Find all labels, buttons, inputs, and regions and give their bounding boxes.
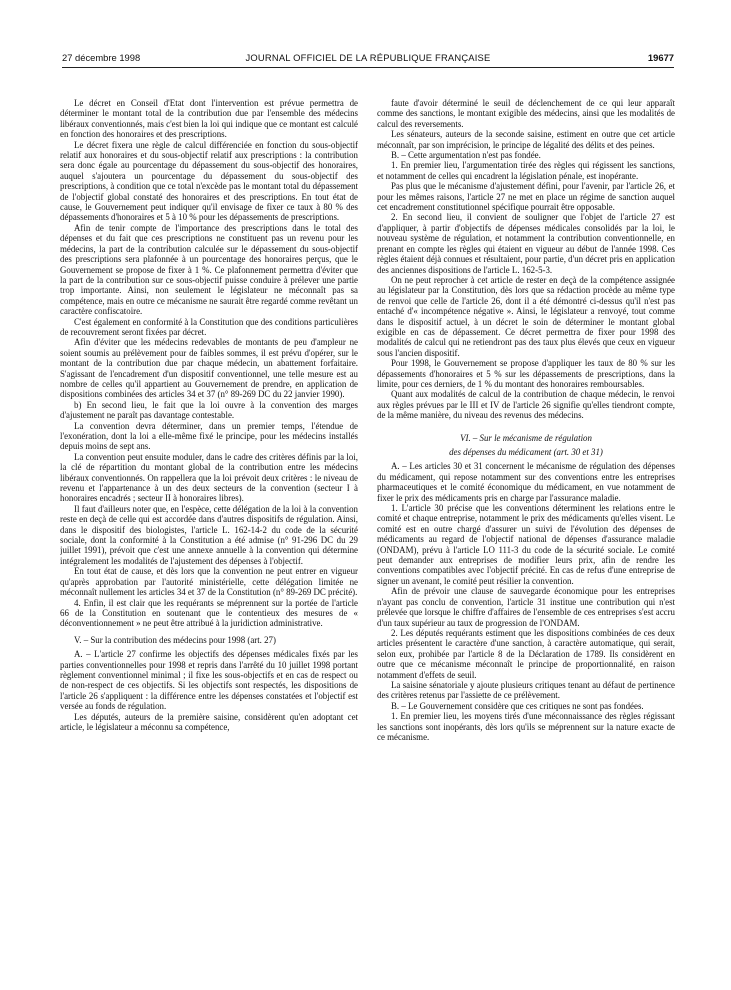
page-header	[62, 52, 674, 66]
paragraph: Afin d'éviter que les médecins redevables de montants de peu d'ampleur ne soient soumis au prélèvement pour de faibles sommes, il est prévu d'opérer, sur le montant de la contribution due par chaque médecin, un abattement forfaitaire. S'agissant de l'encadrement d'un dispositif conventionnel, une telle mesure est au nombre de celles qu'il appartient au Gouvernement de prendre, en application de dispositions combinées des articles 34 et 37 (n° 89-269 DC du 22 janvier 1990).	[60, 337, 358, 400]
paragraph: b) En second lieu, le fait que la loi ouvre à la convention des marges d'ajustement ne paraît pas davantage contestable.	[60, 399, 358, 421]
paragraph: Le décret en Conseil d'Etat dont l'intervention est prévue permettra de déterminer le montant total de la contribution due par l'ensemble des médecins libéraux conventionnés, mais c'est bien la loi qui indique que ce montant est calculé en fonction des honoraires et des prescriptions.	[60, 98, 358, 140]
header-page-number: 19677	[647, 52, 674, 63]
paragraph: 2. Les députés requérants estiment que les dispositions combinées de ces deux articles présentent le caractère d'une sanction, à caractère automatique, qui serait, selon eux, prohibée par l'article 8 de la Déclaration de 1789. Ils considèrent en outre que ce mécanisme méconnaît le principe de proportionnalité, en raison notamment d'effets de seuil.	[377, 627, 675, 680]
paragraph: A. – L'article 27 confirme les objectifs des dépenses médicales fixés par les parties conventionnelles pour 1998 et repris dans l'arrêté du 10 juillet 1998 portant règlement conventionnel minimal ; il fixe les sous-objectifs et en cas de respect ou de non-respect de ces objectifs. Si les objectifs sont respectés, les dispositions de l'article 26 s'appliquent : la différence entre les dépenses constatées et l'objectif est versée au fonds de régulation.	[60, 649, 358, 712]
paragraph: B. – Le Gouvernement considère que ces critiques ne sont pas fondées.	[391, 700, 644, 711]
paragraph: La saisine sénatoriale y ajoute plusieurs critiques tenant au défaut de pertinence des critères retenus par l'assiette de ce prélèvement.	[377, 679, 675, 701]
header-date: 27 décembre 1998	[62, 52, 141, 63]
paragraph: Afin de prévoir une clause de sauvegarde économique pour les entreprises n'ayant pas conclu de convention, l'article 31 institue une contribution qui n'est prélevée que lorsque le chiffre d'affaires de l'ensemble de ces entreprises s'est accru d'un taux supérieur au taux de progression de l'ONDAM.	[377, 586, 675, 628]
header-title: JOURNAL OFFICIEL DE LA RÉPUBLIQUE FRANÇAISE	[245, 52, 491, 63]
paragraph: B. – Cette argumentation n'est pas fondée.	[391, 150, 541, 161]
paragraph: 4. Enfin, il est clair que les requérants se méprennent sur la portée de l'article 66 de la Constitution en soutenant que le contentieux des mesures de « déconventionnement » ne peut être attribué à la juridiction administrative.	[60, 597, 358, 629]
paragraph: faute d'avoir déterminé le seuil de déclenchement de ce qui leur apparaît comme des sanctions, le montant exigible des médecins, ainsi que les modalités de calcul des reversements.	[377, 98, 675, 129]
section-heading-vi-line2: des dépenses du médicament (art. 30 et 31)	[449, 447, 603, 457]
paragraph: 1. En premier lieu, les moyens tirés d'une méconnaissance des règles régissant les sanctions sont inopérants, dès lors qu'ils se méprennent sur la nature exacte de ce mécanisme.	[377, 711, 675, 742]
paragraph: Pour 1998, le Gouvernement se propose d'appliquer les taux de 80 % sur les dépassements d'honoraires et 5 % sur les dépassements de prescriptions, dans la limite, pour ces derniers, de 1 % du montant des honoraires remboursables.	[377, 358, 675, 389]
left-column	[60, 98, 358, 978]
paragraph: 1. En premier lieu, l'argumentation tirée des règles qui régissent les sanctions, et notamment de celles qui encadrent la législation pénale, est inopérante.	[377, 160, 675, 181]
paragraph: Quant aux modalités de calcul de la contribution de chaque médecin, le renvoi aux règles prévues par le III et IV de l'article 26 signifie qu'elles tiendront compte, de la même manière, du niveau des revenus des médecins.	[377, 389, 675, 421]
paragraph: A. – Les articles 30 et 31 concernent le mécanisme de régulation des dépenses du médicament, qui repose notamment sur des conventions entre les entreprises pharmaceutiques et le comité économique du médicament, en vue notamment de fixer le prix des médicaments pris en charge par l'assurance maladie.	[377, 461, 675, 503]
paragraph: Les députés, auteurs de la première saisine, considèrent qu'en adoptant cet article, le législateur a méconnu sa compétence,	[60, 711, 358, 732]
paragraph: On ne peut reprocher à cet article de rester en deçà de la compétence assignée au législateur par la Constitution, dès lors que sa rédaction procède au même type de renvoi que celle de l'article 26, dont il a été démontré ci-dessus qu'il n'est pas entaché d'« incompétence négative ». Ainsi, le législateur a renvoyé, tout comme dans le dispositif actuel, à un décret le soin de déterminer le montant global exigible en cas de dépassement. Ce décret permettra de fixer pour 1998 des modalités de calcul qui ne retiendront pas des taux plus élevés que ceux en vigueur sous l'ancien dispositif.	[377, 274, 675, 358]
paragraph: C'est également en conformité à la Constitution que des conditions particulières de recouvrement seront fixées par décret.	[60, 316, 358, 337]
right-column	[377, 98, 675, 978]
paragraph: Pas plus que le mécanisme d'ajustement défini, pour l'avenir, par l'article 26, et pour les mêmes raisons, l'article 27 ne met en place un régime de sanction auquel cet encadrement constitutionnel spécifique pourrait être opposable.	[377, 181, 675, 213]
paragraph: La convention devra déterminer, dans un premier temps, l'étendue de l'exonération, dont la loi a elle-même fixé le principe, pour les médecins installés depuis moins de sept ans.	[60, 420, 358, 452]
paragraph: 2. En second lieu, il convient de souligner que l'objet de l'article 27 est d'appliquer, à partir d'objectifs de dépenses médicales consolidés par la loi, le nouveau système de régulation, et notamment la contribution conventionnelle, en prenant en compte les règles qui étaient en vigueur au début de l'année 1998. Ces règles étaient déjà connues et résultaient, pour partie, d'un décret pris en application des anciennes dispositions de l'article L. 162-5-3.	[377, 212, 675, 275]
paragraph: Le décret fixera une règle de calcul différenciée en fonction du sous-objectif relatif aux honoraires et du sous-objectif relatif aux prescriptions : la contribution sera donc égale au pourcentage du dépassement du sous-objectif des honoraires, auquel s'ajoutera un pourcentage du dépassement du sous-objectif des prescriptions, à condition que ce total n'excède pas le montant total du dépassement de l'objectif global constaté des honoraires et des prescriptions. En tout état de cause, le Gouvernement peut indiquer qu'il envisage de fixer ce taux à 80 % des dépassements d'honoraires et 5 à 10 % pour les dépassements de prescriptions.	[60, 139, 358, 223]
paragraph: En tout état de cause, et dès lors que la convention ne peut entrer en vigueur qu'après approbation par l'autorité ministérielle, cette délégation limitée ne méconnaît nullement les articles 34 et 37 de la Constitution (n° 89-269 DC précité).	[60, 566, 358, 598]
paragraph: La convention peut ensuite moduler, dans le cadre des critères définis par la loi, la clé de répartition du montant global de la contribution entre les médecins libéraux conventionnés. On rappellera que la loi prévoit deux critères : le niveau de revenu et l'appartenance à un des deux secteurs de la convention (secteur I à honoraires encadrés ; secteur II à honoraires libres).	[60, 451, 358, 504]
paragraph: 1. L'article 30 précise que les conventions déterminent les relations entre le comité et chaque entreprise, notamment le prix des médicaments qu'elles visent. Le comité est en outre chargé d'assurer un suivi de l'évolution des dépenses de médicaments au regard de l'objectif national de dépenses d'assurance maladie (ONDAM), prévu à l'article LO 111-3 du code de la sécurité sociale. Le comité peut demander aux entreprises de modifier leurs prix, afin de rendre les conventions compatibles avec l'objectif précité. En cas de refus d'une entreprise de signer un avenant, le comité peut résilier la convention.	[377, 503, 675, 586]
header-rule	[62, 67, 674, 68]
paragraph: Les sénateurs, auteurs de la seconde saisine, estiment en outre que cet article méconnaît, par son imprécision, le principe de légalité des délits et des peines.	[377, 129, 675, 150]
section-heading-v: V. – Sur la contribution des médecins pour 1998 (art. 27)	[74, 634, 276, 645]
paragraph: Il faut d'ailleurs noter que, en l'espèce, cette délégation de la loi à la convention reste en deçà de celle qui est accordée dans d'autres dispositifs de régulation. Ainsi, dans le dispositif des biologistes, l'article L. 162-14-2 du code de la sécurité sociale, dont la conformité à la Constitution a été admise (n° 91-296 DC du 29 juillet 1991), prévoit que c'est une annexe annuelle à la convention qui détermine intégralement les modalités de l'ajustement des dépenses à l'objectif.	[60, 503, 358, 566]
paragraph: Afin de tenir compte de l'importance des prescriptions dans le total des dépenses et du fait que ces prescriptions ne constituent pas un revenu pour les médecins, la part de la contribution calculée sur le dépassement du sous-objectif des prescriptions sera plafonnée à un pourcentage des honoraires perçus, que le Gouvernement se propose de fixer à 1 %. Ce plafonnement permettra d'éviter que la part de la contribution sur ce sous-objectif puisse conduire à prélever une partie trop importante. Ainsi, non seulement le législateur ne méconnaît pas sa compétence, mais en outre ce mécanisme ne saurait être regardé comme revêtant un caractère confiscatoire.	[60, 222, 358, 317]
section-heading-vi-line1: VI. – Sur le mécanisme de régulation	[460, 432, 592, 443]
